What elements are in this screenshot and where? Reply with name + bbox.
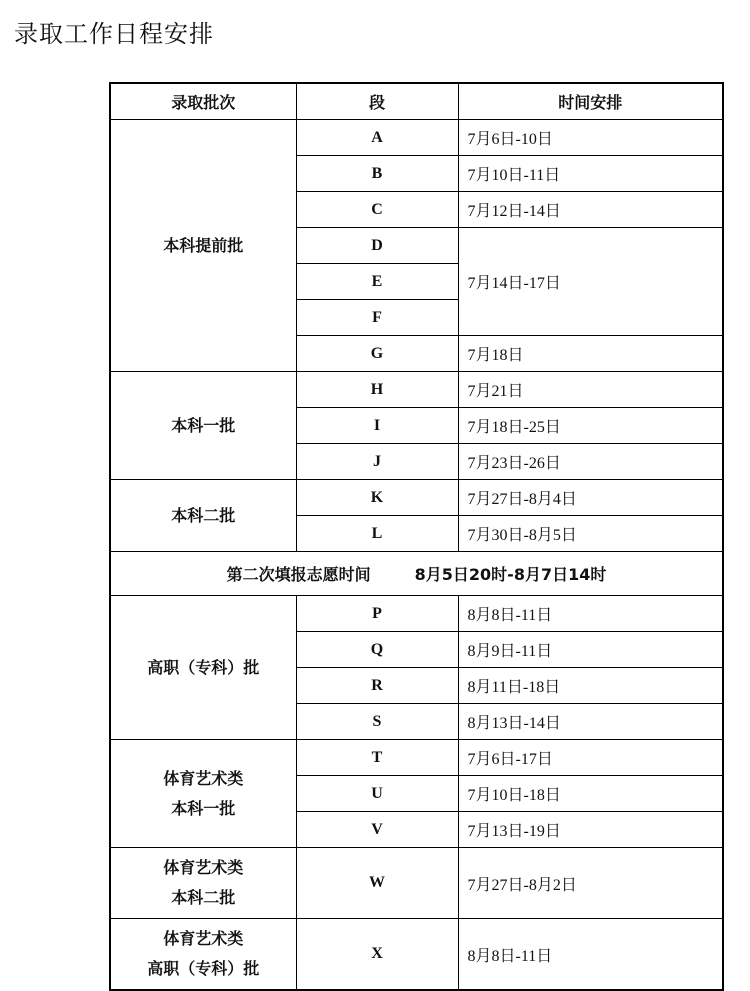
- segment-cell: X: [296, 919, 458, 991]
- time-cell: 7月10日-18日: [458, 776, 723, 812]
- segment-cell: T: [296, 740, 458, 776]
- segment-cell: J: [296, 444, 458, 480]
- segment-cell: P: [296, 596, 458, 632]
- segment-cell: Q: [296, 632, 458, 668]
- batch-cell: 体育艺术类 本科一批: [110, 740, 296, 848]
- batch-cell: 本科一批: [110, 372, 296, 480]
- segment-cell: A: [296, 120, 458, 156]
- segment-cell: C: [296, 192, 458, 228]
- schedule-table: [109, 82, 724, 991]
- batch-cell: 本科二批: [110, 480, 296, 552]
- notice-label: 第二次填报志愿时间: [226, 565, 371, 584]
- time-cell: 8月13日-14日: [458, 704, 723, 740]
- time-cell: 7月23日-26日: [458, 444, 723, 480]
- segment-cell: V: [296, 812, 458, 848]
- segment-cell: H: [296, 372, 458, 408]
- page-title: 录取工作日程安排: [14, 20, 214, 48]
- batch-cell: 本科提前批: [110, 120, 296, 372]
- time-cell: 8月8日-11日: [458, 596, 723, 632]
- time-cell: 8月11日-18日: [458, 668, 723, 704]
- time-cell: 8月9日-11日: [458, 632, 723, 668]
- time-cell: 7月27日-8月2日: [458, 848, 723, 919]
- segment-cell: W: [296, 848, 458, 919]
- segment-cell: L: [296, 516, 458, 552]
- time-cell: 7月30日-8月5日: [458, 516, 723, 552]
- header-batch: 录取批次: [110, 83, 296, 120]
- time-cell: 7月12日-14日: [458, 192, 723, 228]
- time-cell: 8月8日-11日: [458, 919, 723, 991]
- time-cell: 7月6日-10日: [458, 120, 723, 156]
- batch-cell: 体育艺术类 本科二批: [110, 848, 296, 919]
- segment-cell: F: [296, 300, 458, 336]
- time-cell: 7月21日: [458, 372, 723, 408]
- batch-cell: 体育艺术类 高职（专科）批: [110, 919, 296, 991]
- time-cell: 7月27日-8月4日: [458, 480, 723, 516]
- table-header-row: [110, 83, 723, 120]
- header-segment: 段: [296, 83, 458, 120]
- time-cell: 7月14日-17日: [458, 228, 723, 336]
- segment-cell: U: [296, 776, 458, 812]
- segment-cell: I: [296, 408, 458, 444]
- second-application-notice: [110, 552, 723, 596]
- batch-cell: 高职（专科）批: [110, 596, 296, 740]
- segment-cell: E: [296, 264, 458, 300]
- second-application-notice-row: [110, 552, 723, 596]
- segment-cell: R: [296, 668, 458, 704]
- time-cell: 7月10日-11日: [458, 156, 723, 192]
- segment-cell: K: [296, 480, 458, 516]
- segment-cell: G: [296, 336, 458, 372]
- segment-cell: S: [296, 704, 458, 740]
- time-cell: 7月13日-19日: [458, 812, 723, 848]
- time-cell: 7月6日-17日: [458, 740, 723, 776]
- notice-time: 8月5日20时-8月7日14时: [414, 565, 607, 584]
- header-time: 时间安排: [458, 83, 723, 120]
- time-cell: 7月18日-25日: [458, 408, 723, 444]
- time-cell: 7月18日: [458, 336, 723, 372]
- segment-cell: D: [296, 228, 458, 264]
- segment-cell: B: [296, 156, 458, 192]
